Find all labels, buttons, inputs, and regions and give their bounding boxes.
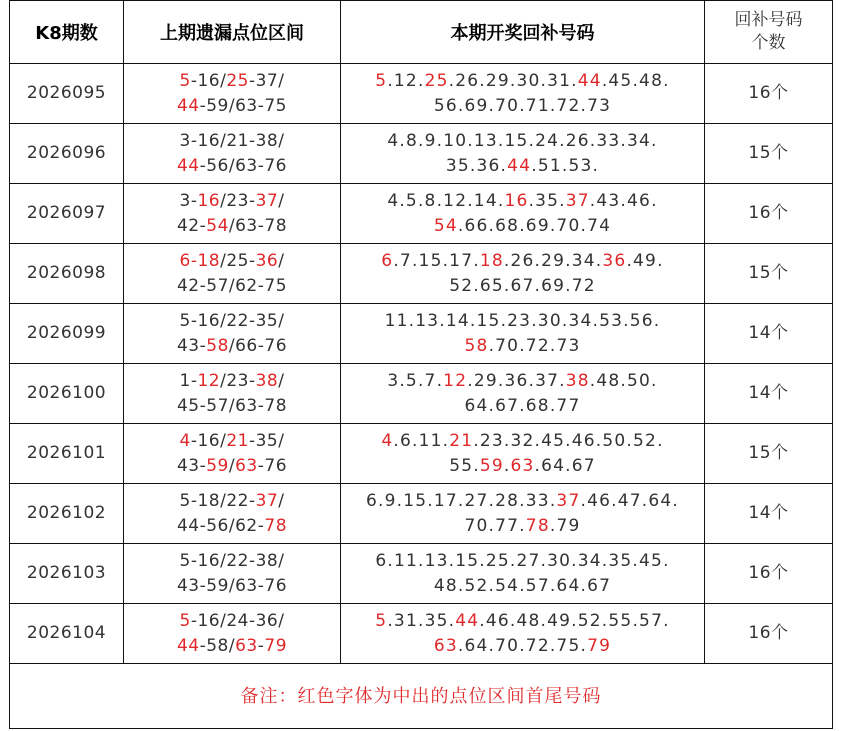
numbers-cell xyxy=(341,424,705,484)
table-row xyxy=(10,304,833,364)
table-row xyxy=(10,364,833,424)
range-cell xyxy=(124,244,341,304)
range-cell xyxy=(124,64,341,124)
number-segment: 4 xyxy=(381,430,394,451)
range-segment: 63 xyxy=(235,455,258,476)
range-segment: 79 xyxy=(264,635,288,656)
range-segment: 21 xyxy=(226,430,249,451)
range-segment: 5 xyxy=(179,610,191,631)
range-segment: 58 xyxy=(206,335,229,356)
number-segment: 6 xyxy=(381,250,394,271)
numbers-cell xyxy=(341,364,705,424)
range-segment: -16/ xyxy=(190,430,227,451)
number-segment: .45.48. 56.69.70.71.72.73 xyxy=(433,70,670,116)
count-cell: 15个 xyxy=(705,424,833,484)
range-segment: -59/63-75 xyxy=(199,95,288,116)
number-segment: .64.70.72.75. xyxy=(457,635,588,656)
count-cell: 14个 xyxy=(705,484,833,544)
number-segment: .46.48.49.52.55.57. xyxy=(479,610,670,631)
number-segment: 63 xyxy=(433,635,458,656)
range-segment: / 44-56/62- xyxy=(176,490,285,536)
number-segment: 4.8.9.10.13.15.24.26.33.34. 35.36. xyxy=(387,130,658,176)
issue-cell: 2026095 xyxy=(10,64,124,124)
table-row xyxy=(10,424,833,484)
header-row xyxy=(10,1,833,64)
range-segment: -16/ xyxy=(190,70,227,91)
range-cell xyxy=(124,124,341,184)
range-segment: 59 xyxy=(206,455,229,476)
range-segment: -37/ xyxy=(248,70,285,91)
range-segment: -16/24-36/ xyxy=(190,610,285,631)
number-segment: 38 xyxy=(565,370,590,391)
range-segment: -58/ xyxy=(199,635,236,656)
table-row xyxy=(10,484,833,544)
header-range: 上期遗漏点位区间 xyxy=(124,1,341,64)
number-segment: 44 xyxy=(455,610,480,631)
range-segment: 44 xyxy=(176,95,200,116)
range-segment: / 45-57/63-78 xyxy=(176,370,288,416)
range-segment: /66-76 xyxy=(228,335,288,356)
number-segment: .48.50. 64.67.68.77 xyxy=(464,370,658,416)
number-segment: .12. xyxy=(387,70,425,91)
table-row xyxy=(10,244,833,304)
range-segment: /25- xyxy=(220,250,256,271)
number-segment: 59 xyxy=(479,455,504,476)
issue-cell: 2026097 xyxy=(10,184,124,244)
range-segment: 16 xyxy=(197,190,221,211)
number-segment: 4.5.8.12.14. xyxy=(387,190,505,211)
range-segment: 44 xyxy=(176,155,200,176)
number-segment: 44 xyxy=(507,155,532,176)
range-segment: /63-78 xyxy=(228,215,288,236)
table-row xyxy=(10,124,833,184)
count-cell: 15个 xyxy=(705,244,833,304)
range-segment: 38 xyxy=(255,370,279,391)
numbers-cell xyxy=(341,484,705,544)
header-count-text: 回补号码个数 xyxy=(734,10,803,53)
range-segment: 44 xyxy=(176,635,200,656)
range-segment: 25 xyxy=(226,70,249,91)
number-segment: 16 xyxy=(504,190,529,211)
number-segment: .43.46. xyxy=(589,190,658,211)
range-segment: / 42-57/62-75 xyxy=(176,250,288,296)
number-segment: .31.35. xyxy=(387,610,456,631)
range-segment: 37 xyxy=(255,490,279,511)
count-cell: 16个 xyxy=(705,64,833,124)
number-segment: 5 xyxy=(375,610,388,631)
number-segment: 36 xyxy=(602,250,627,271)
count-cell: 16个 xyxy=(705,544,833,604)
count-cell: 16个 xyxy=(705,604,833,664)
number-segment: .23.32.45.46.50.52. 55. xyxy=(449,430,664,476)
range-segment: 5 xyxy=(179,70,191,91)
number-segment: 3.5.7. xyxy=(387,370,444,391)
number-segment: 78 xyxy=(525,515,550,536)
number-segment: .35. xyxy=(528,190,566,211)
number-segment: .70.72.73 xyxy=(488,335,581,356)
numbers-cell xyxy=(341,184,705,244)
range-segment: 3- xyxy=(179,190,198,211)
number-segment: 63 xyxy=(510,455,535,476)
range-segment: 4 xyxy=(179,430,191,451)
range-segment: 78 xyxy=(264,515,288,536)
range-segment: -76 xyxy=(257,455,288,476)
table-row xyxy=(10,604,833,664)
number-segment: .26.29.30.31. xyxy=(448,70,578,91)
number-segment: 5 xyxy=(375,70,388,91)
range-cell xyxy=(124,364,341,424)
issue-cell: 2026098 xyxy=(10,244,124,304)
number-segment: .64.67 xyxy=(534,455,596,476)
range-segment: 37 xyxy=(255,190,279,211)
range-segment: / xyxy=(228,455,236,476)
range-segment: -56/63-76 xyxy=(199,155,288,176)
numbers-cell xyxy=(341,124,705,184)
range-segment: 12 xyxy=(197,370,221,391)
range-segment: 3-16/21-38/ xyxy=(179,130,285,151)
number-segment: 44 xyxy=(577,70,602,91)
number-segment: .6.11. xyxy=(393,430,450,451)
number-segment: 25 xyxy=(424,70,449,91)
header-issue: K8期数 xyxy=(10,1,124,64)
table-row xyxy=(10,184,833,244)
number-segment: .79 xyxy=(549,515,581,536)
range-cell xyxy=(124,544,341,604)
table-row xyxy=(10,64,833,124)
range-segment: /23- xyxy=(220,190,256,211)
count-cell: 16个 xyxy=(705,184,833,244)
number-segment: 21 xyxy=(449,430,474,451)
note-text: 备注：红色字体为中出的点位区间首尾号码 xyxy=(10,664,833,729)
range-segment: 6-18 xyxy=(179,250,221,271)
lottery-table xyxy=(9,0,833,729)
number-segment: 54 xyxy=(433,215,458,236)
number-segment: 18 xyxy=(479,250,504,271)
range-segment: - xyxy=(257,635,265,656)
range-segment: 5-16/22-35/ 43- xyxy=(176,310,285,356)
issue-cell: 2026103 xyxy=(10,544,124,604)
count-cell: 14个 xyxy=(705,304,833,364)
range-segment: 1- xyxy=(179,370,198,391)
number-segment: .51.53. xyxy=(531,155,600,176)
number-segment: 6.11.13.15.25.27.30.34.35.45. 48.52.54.57.64.67 xyxy=(375,550,670,596)
number-segment: .7.15.17. xyxy=(393,250,480,271)
issue-cell: 2026104 xyxy=(10,604,124,664)
number-segment: 58 xyxy=(464,335,489,356)
range-cell xyxy=(124,424,341,484)
issue-cell: 2026099 xyxy=(10,304,124,364)
issue-cell: 2026101 xyxy=(10,424,124,484)
number-segment: .26.29.34. xyxy=(503,250,603,271)
number-segment: .49. 52.65.67.69.72 xyxy=(449,250,664,296)
number-segment: .29.36.37. xyxy=(467,370,566,391)
number-segment: .66.68.69.70.74 xyxy=(457,215,612,236)
number-segment: 6.9.15.17.27.28.33. xyxy=(366,490,557,511)
header-count xyxy=(705,1,833,64)
number-segment: 79 xyxy=(587,635,612,656)
header-numbers: 本期开奖回补号码 xyxy=(341,1,705,64)
count-cell: 15个 xyxy=(705,124,833,184)
numbers-cell xyxy=(341,604,705,664)
number-segment: 11.13.14.15.23.30.34.53.56. xyxy=(384,310,661,331)
range-cell xyxy=(124,484,341,544)
table-row xyxy=(10,544,833,604)
number-segment: 37 xyxy=(556,490,581,511)
issue-cell: 2026102 xyxy=(10,484,124,544)
numbers-cell xyxy=(341,304,705,364)
numbers-cell xyxy=(341,544,705,604)
issue-cell: 2026100 xyxy=(10,364,124,424)
range-segment: / 42- xyxy=(176,190,285,236)
numbers-cell xyxy=(341,64,705,124)
range-segment: 5-16/22-38/ 43-59/63-76 xyxy=(176,550,288,596)
count-cell: 14个 xyxy=(705,364,833,424)
range-segment: -35/ 43- xyxy=(176,430,285,476)
number-segment: 12 xyxy=(443,370,468,391)
range-segment: 54 xyxy=(206,215,229,236)
number-segment: . xyxy=(503,455,511,476)
numbers-cell xyxy=(341,244,705,304)
range-cell xyxy=(124,184,341,244)
range-cell xyxy=(124,304,341,364)
range-segment: 36 xyxy=(255,250,279,271)
range-segment: /23- xyxy=(220,370,256,391)
range-segment: 63 xyxy=(235,635,258,656)
number-segment: 37 xyxy=(565,190,590,211)
note-row xyxy=(10,664,833,729)
range-segment: 5-18/22- xyxy=(179,490,256,511)
range-cell xyxy=(124,604,341,664)
issue-cell: 2026096 xyxy=(10,124,124,184)
number-segment: .46.47.64. 70.77. xyxy=(464,490,679,536)
